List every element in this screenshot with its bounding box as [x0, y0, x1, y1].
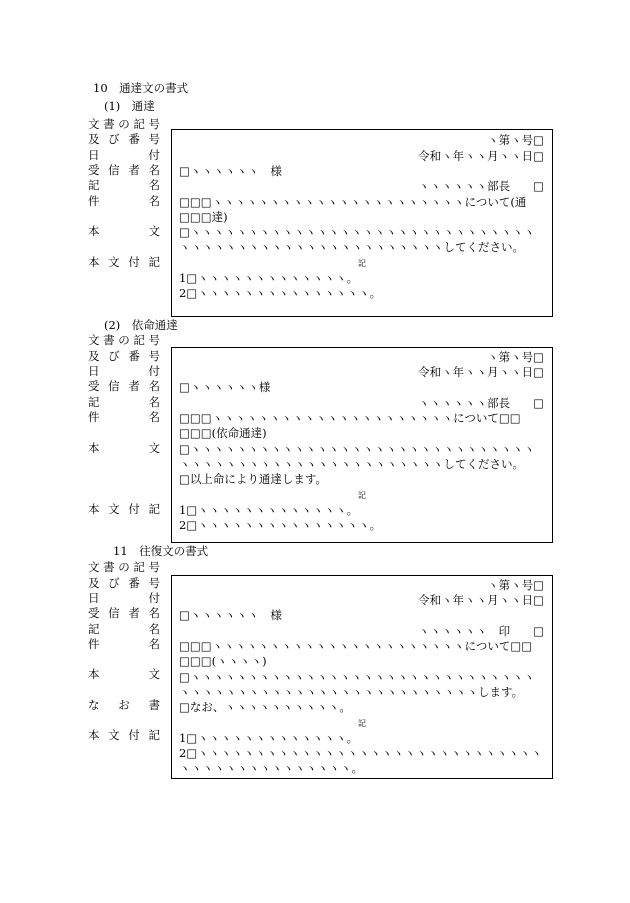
form-2-subject-line-2: □□□(依命通達) [179, 426, 267, 440]
label-date: 日付 [88, 591, 160, 605]
label-number: 及び番号 [88, 576, 160, 590]
section-10-heading: 10 通達文の書式 [93, 81, 189, 95]
form-3-date: 令和ヽ年ヽヽ月ヽヽ日□ [418, 593, 544, 607]
form-3-recipient: □ヽヽヽヽヽヽ 様 [179, 608, 282, 622]
label-doc-symbol: 文書の記号 [88, 560, 160, 574]
subsection-1-heading: (1) 通達 [104, 99, 155, 113]
label-subject: 件名 [88, 194, 160, 208]
form-2-ki: 記 [358, 491, 366, 500]
label-body: 本文 [88, 667, 160, 681]
form-2-number: ヽ第ヽ号□ [487, 350, 544, 364]
label-doc-symbol: 文書の記号 [88, 117, 160, 131]
form-1-box [171, 129, 553, 317]
form-3-item-2-line-1: 2□ヽヽヽヽヽヽヽヽヽヽヽヽヽヽヽヽヽヽヽヽヽヽヽヽヽヽヽヽヽヽ [179, 746, 543, 760]
form-1-subject-line-2: □□□達) [179, 210, 228, 224]
label-subject: 件名 [88, 410, 160, 424]
label-recipient: 受信者名 [88, 379, 160, 393]
form-2-box [171, 347, 553, 543]
label-body: 本文 [88, 441, 160, 455]
label-addendum: なお書 [88, 698, 160, 712]
form-2-recipient: □ヽヽヽヽヽヽ様 [179, 380, 271, 394]
form-2-body-line-1: □ヽヽヽヽヽヽヽヽヽヽヽヽヽヽヽヽヽヽヽヽヽヽヽヽヽヽヽヽヽヽ [179, 442, 535, 456]
form-3-body-line-2: ヽヽヽヽヽヽヽヽヽヽヽヽヽヽヽヽヽヽヽヽヽヽヽヽヽヽします。 [179, 685, 524, 699]
label-sender: 記名 [88, 178, 160, 192]
form-3-box [171, 575, 553, 779]
form-1-recipient: □ヽヽヽヽヽヽ 様 [179, 164, 282, 178]
form-2-item-1: 1□ヽヽヽヽヽヽヽヽヽヽヽヽヽ。 [179, 503, 359, 517]
form-1-item-1: 1□ヽヽヽヽヽヽヽヽヽヽヽヽヽ。 [179, 271, 359, 285]
form-3-subject-line-1: □□□ヽヽヽヽヽヽヽヽヽヽヽヽヽヽヽヽヽヽヽヽヽヽについて□□ [179, 639, 533, 653]
label-date: 日付 [88, 148, 160, 162]
form-2-date: 令和ヽ年ヽヽ月ヽヽ日□ [418, 365, 544, 379]
label-number: 及び番号 [88, 349, 160, 363]
form-1-sender: ヽヽヽヽヽヽ部長 □ [418, 179, 544, 193]
label-recipient: 受信者名 [88, 606, 160, 620]
form-2-body-line-3: □以上命により通達します。 [179, 472, 327, 486]
form-3-sender: ヽヽヽヽヽヽ 印 □ [418, 624, 544, 638]
form-3-ki: 記 [358, 719, 366, 728]
label-subject: 件名 [88, 637, 160, 651]
form-1-date: 令和ヽ年ヽヽ月ヽヽ日□ [418, 149, 544, 163]
label-sender: 記名 [88, 622, 160, 636]
section-11-heading: 11 往復文の書式 [113, 544, 209, 558]
form-2-subject-line-1: □□□ヽヽヽヽヽヽヽヽヽヽヽヽヽヽヽヽヽヽヽヽヽについて□□ [179, 411, 521, 425]
form-3-addendum: □なお、ヽヽヽヽヽヽヽヽヽヽ。 [179, 700, 351, 714]
subsection-2-heading: (2) 依命通達 [104, 318, 178, 332]
form-3-number: ヽ第ヽ号□ [487, 578, 544, 592]
label-body-note: 本文付記 [88, 255, 160, 269]
label-body-note: 本文付記 [88, 502, 160, 516]
form-2-body-line-2: ヽヽヽヽヽヽヽヽヽヽヽヽヽヽヽヽヽヽヽヽヽヽヽしてください。 [179, 457, 524, 471]
form-1-body-line-2: ヽヽヽヽヽヽヽヽヽヽヽヽヽヽヽヽヽヽヽヽヽヽヽしてください。 [179, 240, 524, 254]
form-2-sender: ヽヽヽヽヽヽ部長 □ [418, 396, 544, 410]
form-3-body-line-1: □ヽヽヽヽヽヽヽヽヽヽヽヽヽヽヽヽヽヽヽヽヽヽヽヽヽヽヽヽヽヽ [179, 670, 535, 684]
label-body: 本文 [88, 224, 160, 238]
form-2-item-2: 2□ヽヽヽヽヽヽヽヽヽヽヽヽヽヽヽ。 [179, 518, 382, 532]
label-date: 日付 [88, 364, 160, 378]
form-1-subject-line-1: □□□ヽヽヽヽヽヽヽヽヽヽヽヽヽヽヽヽヽヽヽヽヽヽについて(通 [179, 195, 527, 209]
form-1-body-line-1: □ヽヽヽヽヽヽヽヽヽヽヽヽヽヽヽヽヽヽヽヽヽヽヽヽヽヽヽヽヽヽ [179, 225, 535, 239]
form-1-ki: 記 [358, 259, 366, 268]
form-3-subject-line-2: □□□(ヽヽヽヽ) [179, 654, 267, 668]
form-1-item-2: 2□ヽヽヽヽヽヽヽヽヽヽヽヽヽヽヽ。 [179, 286, 382, 300]
label-sender: 記名 [88, 395, 160, 409]
label-recipient: 受信者名 [88, 163, 160, 177]
form-3-item-1: 1□ヽヽヽヽヽヽヽヽヽヽヽヽヽ。 [179, 731, 359, 745]
label-number: 及び番号 [88, 132, 160, 146]
label-doc-symbol: 文書の記号 [88, 333, 160, 347]
form-1-number: ヽ第ヽ号□ [487, 133, 544, 147]
label-body-note: 本文付記 [88, 728, 160, 742]
form-3-item-2-line-2: ヽヽヽヽヽヽヽヽヽヽヽヽヽヽヽ。 [179, 761, 363, 775]
